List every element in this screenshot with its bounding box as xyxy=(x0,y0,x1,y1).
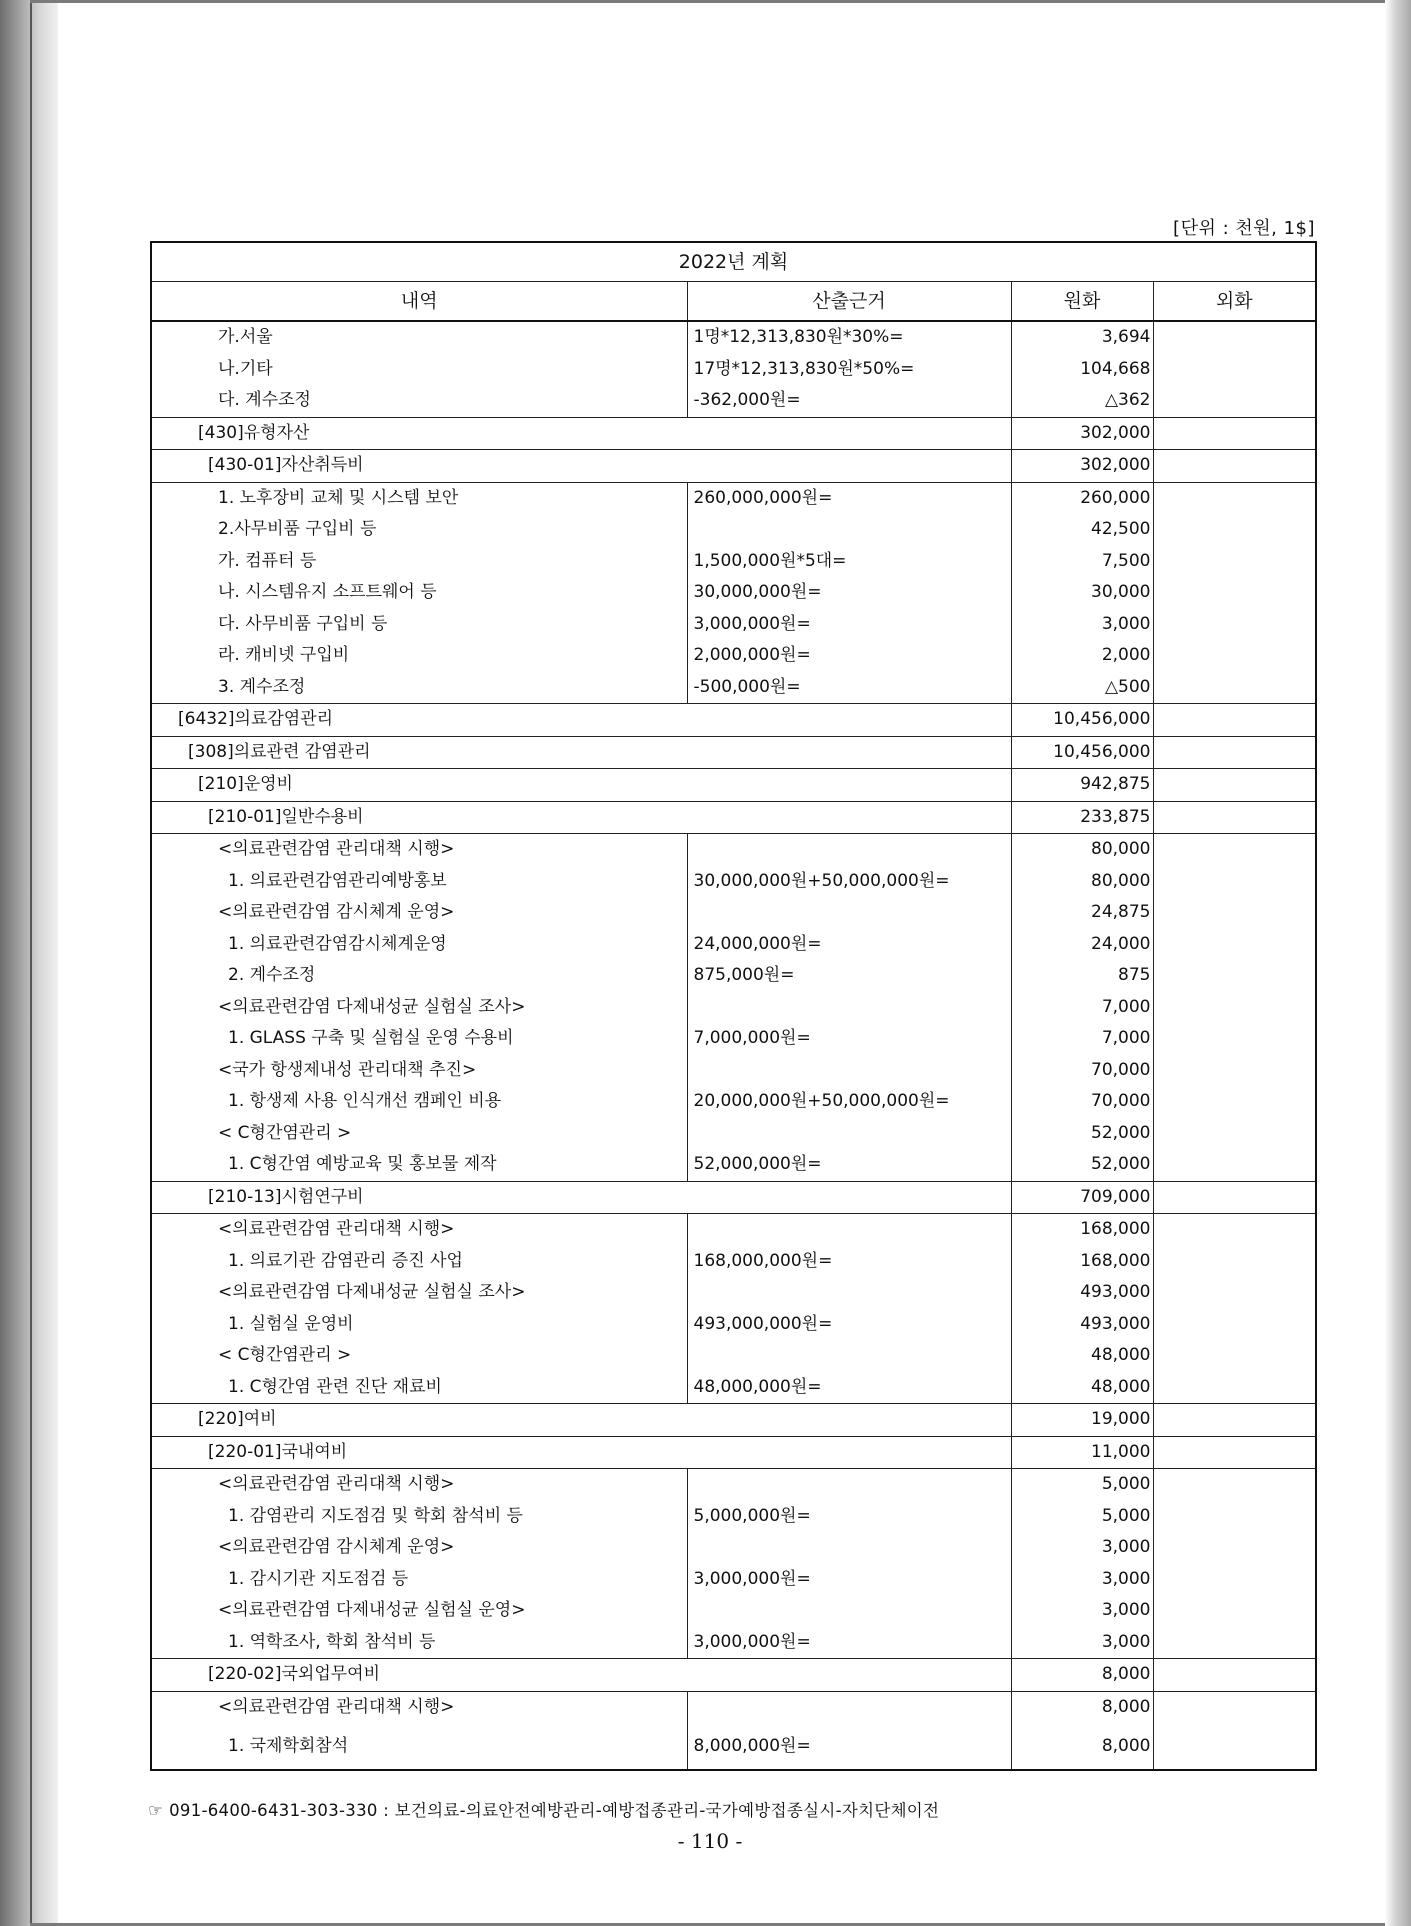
table-row xyxy=(151,482,1316,514)
row-krw-amount: 80,000 xyxy=(1011,834,1153,866)
row-basis: 168,000,000원= xyxy=(687,1246,1011,1278)
row-item: [220-02]국외업무여비 xyxy=(151,1659,1011,1692)
row-item: 1. 노후장비 교체 및 시스템 보안 xyxy=(151,482,687,514)
row-krw-amount: 19,000 xyxy=(1011,1404,1153,1437)
row-basis: -362,000원= xyxy=(687,385,1011,417)
row-item: 1. 감염관리 지도점검 및 학회 참석비 등 xyxy=(151,1501,687,1533)
table-row xyxy=(151,417,1316,450)
row-basis: 493,000,000원= xyxy=(687,1309,1011,1341)
table-row xyxy=(151,1469,1316,1501)
row-basis: 30,000,000원+50,000,000원= xyxy=(687,866,1011,898)
row-basis xyxy=(687,834,1011,866)
row-item: [220-01]국내여비 xyxy=(151,1436,1011,1469)
row-krw-amount: 709,000 xyxy=(1011,1181,1153,1214)
row-item: [430]유형자산 xyxy=(151,417,1011,450)
row-basis: 8,000,000원= xyxy=(687,1723,1011,1770)
table-row xyxy=(151,736,1316,769)
table-row xyxy=(151,1564,1316,1596)
table-row xyxy=(151,1118,1316,1150)
table-row xyxy=(151,609,1316,641)
row-foreign-amount xyxy=(1153,992,1316,1024)
row-krw-amount: 70,000 xyxy=(1011,1086,1153,1118)
row-basis xyxy=(687,992,1011,1024)
row-foreign-amount xyxy=(1153,1372,1316,1404)
row-krw-amount: 42,500 xyxy=(1011,514,1153,546)
row-krw-amount: 5,000 xyxy=(1011,1501,1153,1533)
row-item: 1. 의료관련감염감시체계운영 xyxy=(151,929,687,961)
row-item: [210-01]일반수용비 xyxy=(151,801,1011,834)
row-foreign-amount xyxy=(1153,450,1316,483)
row-basis xyxy=(687,1118,1011,1150)
row-basis: 24,000,000원= xyxy=(687,929,1011,961)
table-row xyxy=(151,1627,1316,1659)
row-krw-amount: 3,000 xyxy=(1011,1564,1153,1596)
table-row xyxy=(151,1023,1316,1055)
row-foreign-amount xyxy=(1153,1277,1316,1309)
table-row xyxy=(151,1691,1316,1723)
row-krw-amount: △500 xyxy=(1011,672,1153,704)
page-right-shadow xyxy=(1385,0,1411,1926)
row-foreign-amount xyxy=(1153,1086,1316,1118)
row-krw-amount: 52,000 xyxy=(1011,1118,1153,1150)
row-krw-amount: 80,000 xyxy=(1011,866,1153,898)
table-row xyxy=(151,769,1316,802)
row-foreign-amount xyxy=(1153,834,1316,866)
row-krw-amount: 3,000 xyxy=(1011,1532,1153,1564)
row-basis xyxy=(687,1055,1011,1087)
row-krw-amount: 24,000 xyxy=(1011,929,1153,961)
row-item: 가.서울 xyxy=(151,321,687,354)
row-foreign-amount xyxy=(1153,960,1316,992)
budget-table xyxy=(150,241,1317,1771)
row-foreign-amount xyxy=(1153,1149,1316,1181)
row-item: <의료관련감염 다제내성균 실험실 조사> xyxy=(151,1277,687,1309)
row-foreign-amount xyxy=(1153,354,1316,386)
table-row xyxy=(151,514,1316,546)
header-item: 내역 xyxy=(151,282,687,322)
row-krw-amount: 7,000 xyxy=(1011,992,1153,1024)
row-item: < C형간염관리 > xyxy=(151,1340,687,1372)
row-foreign-amount xyxy=(1153,321,1316,354)
table-row xyxy=(151,321,1316,354)
row-item: 1. 의료관련감염관리예방홍보 xyxy=(151,866,687,898)
row-basis: 3,000,000원= xyxy=(687,609,1011,641)
row-item: <의료관련감염 관리대책 시행> xyxy=(151,1214,687,1246)
table-row xyxy=(151,929,1316,961)
row-basis: 52,000,000원= xyxy=(687,1149,1011,1181)
table-row xyxy=(151,354,1316,386)
table-row xyxy=(151,672,1316,704)
row-krw-amount: 104,668 xyxy=(1011,354,1153,386)
row-foreign-amount xyxy=(1153,1659,1316,1692)
row-item: 라. 캐비넷 구입비 xyxy=(151,640,687,672)
row-basis xyxy=(687,1340,1011,1372)
row-item: [6432]의료감염관리 xyxy=(151,704,1011,737)
row-item: 1. 의료기관 감염관리 증진 사업 xyxy=(151,1246,687,1278)
row-item: <의료관련감염 감시체계 운영> xyxy=(151,897,687,929)
row-item: [430-01]자산취득비 xyxy=(151,450,1011,483)
row-foreign-amount xyxy=(1153,514,1316,546)
pointing-hand-icon: ☞ xyxy=(148,1801,164,1820)
row-krw-amount: 7,000 xyxy=(1011,1023,1153,1055)
row-basis: 875,000원= xyxy=(687,960,1011,992)
row-item: < C형간염관리 > xyxy=(151,1118,687,1150)
table-row xyxy=(151,577,1316,609)
row-foreign-amount xyxy=(1153,577,1316,609)
row-item: [210-13]시험연구비 xyxy=(151,1181,1011,1214)
row-basis xyxy=(687,1214,1011,1246)
row-item: 1. 역학조사, 학회 참석비 등 xyxy=(151,1627,687,1659)
row-krw-amount: 302,000 xyxy=(1011,450,1153,483)
row-foreign-amount xyxy=(1153,1118,1316,1150)
row-basis xyxy=(687,1469,1011,1501)
row-foreign-amount xyxy=(1153,704,1316,737)
table-row xyxy=(151,640,1316,672)
header-basis: 산출근거 xyxy=(687,282,1011,322)
row-krw-amount: 3,000 xyxy=(1011,609,1153,641)
unit-label: [단위 : 천원, 1$] xyxy=(1173,218,1315,239)
row-foreign-amount xyxy=(1153,1595,1316,1627)
row-foreign-amount xyxy=(1153,1181,1316,1214)
row-krw-amount: 48,000 xyxy=(1011,1372,1153,1404)
row-item: 다. 계수조정 xyxy=(151,385,687,417)
header-krw: 원화 xyxy=(1011,282,1153,322)
row-krw-amount: 5,000 xyxy=(1011,1469,1153,1501)
row-krw-amount: 3,694 xyxy=(1011,321,1153,354)
row-foreign-amount xyxy=(1153,1469,1316,1501)
row-krw-amount: 10,456,000 xyxy=(1011,736,1153,769)
table-row xyxy=(151,1277,1316,1309)
row-item: <의료관련감염 다제내성균 실험실 조사> xyxy=(151,992,687,1024)
table-row xyxy=(151,450,1316,483)
row-item: <국가 항생제내성 관리대책 추진> xyxy=(151,1055,687,1087)
row-item: 나.기타 xyxy=(151,354,687,386)
row-foreign-amount xyxy=(1153,1723,1316,1770)
row-foreign-amount xyxy=(1153,546,1316,578)
table-row xyxy=(151,1532,1316,1564)
row-foreign-amount xyxy=(1153,1309,1316,1341)
page-edge xyxy=(30,0,32,1926)
row-foreign-amount xyxy=(1153,1436,1316,1469)
table-row xyxy=(151,1181,1316,1214)
row-krw-amount: 11,000 xyxy=(1011,1436,1153,1469)
row-basis: 3,000,000원= xyxy=(687,1564,1011,1596)
row-foreign-amount xyxy=(1153,609,1316,641)
row-krw-amount: 875 xyxy=(1011,960,1153,992)
row-foreign-amount xyxy=(1153,482,1316,514)
row-item: <의료관련감염 관리대책 시행> xyxy=(151,1469,687,1501)
table-row xyxy=(151,1309,1316,1341)
row-foreign-amount xyxy=(1153,640,1316,672)
row-basis: -500,000원= xyxy=(687,672,1011,704)
table-row xyxy=(151,1214,1316,1246)
row-foreign-amount xyxy=(1153,897,1316,929)
table-row xyxy=(151,385,1316,417)
table-row xyxy=(151,897,1316,929)
row-item: [210]운영비 xyxy=(151,769,1011,802)
row-krw-amount: 48,000 xyxy=(1011,1340,1153,1372)
table-row xyxy=(151,1372,1316,1404)
row-krw-amount: 168,000 xyxy=(1011,1246,1153,1278)
row-krw-amount: 8,000 xyxy=(1011,1691,1153,1723)
row-krw-amount: 3,000 xyxy=(1011,1627,1153,1659)
row-krw-amount: 52,000 xyxy=(1011,1149,1153,1181)
table-row xyxy=(151,704,1316,737)
table-row xyxy=(151,992,1316,1024)
row-krw-amount: 70,000 xyxy=(1011,1055,1153,1087)
table-row xyxy=(151,546,1316,578)
row-foreign-amount xyxy=(1153,1627,1316,1659)
table-row xyxy=(151,1723,1316,1770)
row-krw-amount: 942,875 xyxy=(1011,769,1153,802)
row-foreign-amount xyxy=(1153,801,1316,834)
row-krw-amount: 168,000 xyxy=(1011,1214,1153,1246)
row-basis xyxy=(687,897,1011,929)
row-item: <의료관련감염 감시체계 운영> xyxy=(151,1532,687,1564)
table-row xyxy=(151,1246,1316,1278)
table-row xyxy=(151,866,1316,898)
row-item: [308]의료관련 감염관리 xyxy=(151,736,1011,769)
row-foreign-amount xyxy=(1153,1691,1316,1723)
row-foreign-amount xyxy=(1153,385,1316,417)
table-row xyxy=(151,834,1316,866)
row-item: 다. 사무비품 구입비 등 xyxy=(151,609,687,641)
row-basis: 48,000,000원= xyxy=(687,1372,1011,1404)
row-foreign-amount xyxy=(1153,769,1316,802)
header-foreign: 외화 xyxy=(1153,282,1316,322)
row-foreign-amount xyxy=(1153,736,1316,769)
table-row xyxy=(151,1340,1316,1372)
row-basis: 260,000,000원= xyxy=(687,482,1011,514)
row-item: <의료관련감염 다제내성균 실험실 운영> xyxy=(151,1595,687,1627)
row-basis: 20,000,000원+50,000,000원= xyxy=(687,1086,1011,1118)
table-row xyxy=(151,1086,1316,1118)
row-basis: 17명*12,313,830원*50%= xyxy=(687,354,1011,386)
row-foreign-amount xyxy=(1153,1404,1316,1437)
row-item: 1. 항생제 사용 인식개선 캠페인 비용 xyxy=(151,1086,687,1118)
row-basis: 7,000,000원= xyxy=(687,1023,1011,1055)
row-foreign-amount xyxy=(1153,417,1316,450)
row-foreign-amount xyxy=(1153,1214,1316,1246)
row-foreign-amount xyxy=(1153,672,1316,704)
row-foreign-amount xyxy=(1153,929,1316,961)
row-krw-amount: 493,000 xyxy=(1011,1309,1153,1341)
row-item: 나. 시스템유지 소프트웨어 등 xyxy=(151,577,687,609)
row-krw-amount: 10,456,000 xyxy=(1011,704,1153,737)
row-basis xyxy=(687,1691,1011,1723)
page-top-border xyxy=(30,0,1390,3)
table-row xyxy=(151,1595,1316,1627)
row-foreign-amount xyxy=(1153,1055,1316,1087)
row-item: 2. 계수조정 xyxy=(151,960,687,992)
row-krw-amount: 3,000 xyxy=(1011,1595,1153,1627)
row-basis: 30,000,000원= xyxy=(687,577,1011,609)
table-row xyxy=(151,1501,1316,1533)
row-foreign-amount xyxy=(1153,1532,1316,1564)
row-foreign-amount xyxy=(1153,1501,1316,1533)
row-basis: 3,000,000원= xyxy=(687,1627,1011,1659)
row-item: <의료관련감염 관리대책 시행> xyxy=(151,1691,687,1723)
row-basis: 1,500,000원*5대= xyxy=(687,546,1011,578)
row-basis xyxy=(687,1595,1011,1627)
table-row xyxy=(151,801,1316,834)
page-number: - 110 - xyxy=(677,1829,743,1853)
row-krw-amount: △362 xyxy=(1011,385,1153,417)
row-krw-amount: 7,500 xyxy=(1011,546,1153,578)
table-row xyxy=(151,960,1316,992)
row-krw-amount: 2,000 xyxy=(1011,640,1153,672)
row-item: <의료관련감염 관리대책 시행> xyxy=(151,834,687,866)
row-foreign-amount xyxy=(1153,866,1316,898)
table-row xyxy=(151,1149,1316,1181)
row-foreign-amount xyxy=(1153,1246,1316,1278)
row-basis: 5,000,000원= xyxy=(687,1501,1011,1533)
table-row xyxy=(151,1055,1316,1087)
row-krw-amount: 233,875 xyxy=(1011,801,1153,834)
row-basis xyxy=(687,1532,1011,1564)
row-krw-amount: 8,000 xyxy=(1011,1723,1153,1770)
row-krw-amount: 493,000 xyxy=(1011,1277,1153,1309)
table-row xyxy=(151,1659,1316,1692)
row-basis xyxy=(687,1277,1011,1309)
table-row xyxy=(151,1436,1316,1469)
row-foreign-amount xyxy=(1153,1564,1316,1596)
row-krw-amount: 8,000 xyxy=(1011,1659,1153,1692)
table-row xyxy=(151,1404,1316,1437)
row-basis xyxy=(687,514,1011,546)
row-foreign-amount xyxy=(1153,1023,1316,1055)
table-body xyxy=(151,321,1316,1770)
footnote xyxy=(148,1797,939,1821)
row-item: 3. 계수조정 xyxy=(151,672,687,704)
row-item: 1. C형간염 예방교육 및 홍보물 제작 xyxy=(151,1149,687,1181)
row-krw-amount: 30,000 xyxy=(1011,577,1153,609)
row-item: [220]여비 xyxy=(151,1404,1011,1437)
row-item: 1. C형간염 관련 진단 재료비 xyxy=(151,1372,687,1404)
row-item: 가. 컴퓨터 등 xyxy=(151,546,687,578)
plan-title: 2022년 계획 xyxy=(151,242,1316,282)
row-foreign-amount xyxy=(1153,1340,1316,1372)
row-krw-amount: 24,875 xyxy=(1011,897,1153,929)
row-item: 2.사무비품 구입비 등 xyxy=(151,514,687,546)
binder-shadow xyxy=(0,0,58,1926)
row-item: 1. 실험실 운영비 xyxy=(151,1309,687,1341)
row-item: 1. GLASS 구축 및 실험실 운영 수용비 xyxy=(151,1023,687,1055)
row-basis: 2,000,000원= xyxy=(687,640,1011,672)
row-item: 1. 감시기관 지도점검 등 xyxy=(151,1564,687,1596)
row-basis: 1명*12,313,830원*30%= xyxy=(687,321,1011,354)
footnote-text: 091-6400-6431-303-330 : 보건의료-의료안전예방관리-예방접종관리-국가예방접종실시-자치단체이전 xyxy=(169,1801,940,1820)
row-krw-amount: 260,000 xyxy=(1011,482,1153,514)
row-krw-amount: 302,000 xyxy=(1011,417,1153,450)
row-item: 1. 국제학회참석 xyxy=(151,1723,687,1770)
